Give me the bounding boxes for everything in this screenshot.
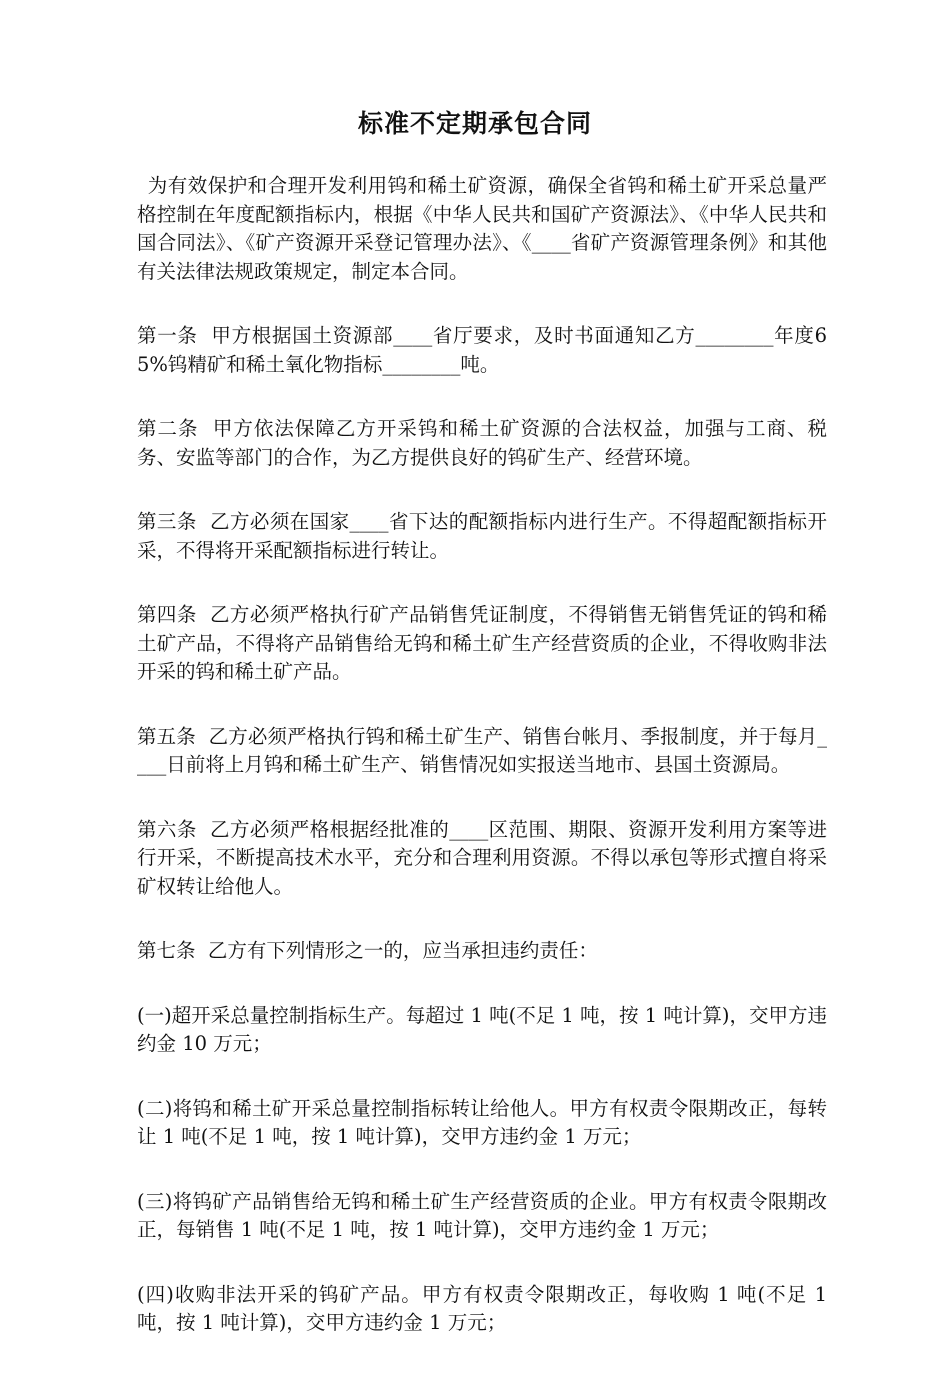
article-4-paragraph: 第四条 乙方必须严格执行矿产品销售凭证制度，不得销售无销售凭证的钨和稀土矿产品，不得将产品销售给无钨和稀土矿生产经营资质的企业，不得收购非法开采的钨和稀土矿产品。 [137,603,827,683]
clause-2-paragraph: (二)将钨和稀土矿开采总量控制指标转让给他人。甲方有权责令限期改正，每转让 1 吨(不足 1 吨，按 1 吨计算)，交甲方违约金 1 万元； [137,1096,827,1148]
article-2-paragraph: 第二条 甲方依法保障乙方开采钨和稀土矿资源的合法权益，加强与工商、税务、安监等部门的合作，为乙方提供良好的钨矿生产、经营环境。 [137,417,827,469]
clause-1-paragraph: (一)超开采总量控制指标生产。每超过 1 吨(不足 1 吨，按 1 吨计算)，交甲方违约金 10 万元； [137,1003,827,1055]
preamble-paragraph: 为有效保护和合理开发利用钨和稀土矿资源，确保全省钨和稀土矿开采总量严格控制在年度配额指标内，根据《中华人民共和国矿产资源法》、《中华人民共和国合同法》、《矿产资源开采登记管理办法》、《____省矿产资源管理条例》和其他有关法律法规政策规定，制定本合同。 [137,174,827,283]
document-title: 标准不定期承包合同 [357,109,592,138]
article-3-paragraph: 第三条 乙方必须在国家____省下达的配额指标内进行生产。不得超配额指标开采，不得将开采配额指标进行转让。 [137,510,827,562]
article-5-paragraph: 第五条 乙方必须严格执行钨和稀土矿生产、销售台帐月、季报制度，并于每月____日前将上月钨和稀土矿生产、销售情况如实报送当地市、县国土资源局。 [137,724,827,776]
document-body [137,172,834,1374]
article-7-paragraph: 第七条 乙方有下列情形之一的，应当承担违约责任： [137,939,598,962]
clause-4-paragraph: (四)收购非法开采的钨矿产品。甲方有权责令限期改正，每收购 1 吨(不足 1 吨，按 1 吨计算)，交甲方违约金 1 万元； [137,1282,834,1334]
article-6-paragraph: 第六条 乙方必须严格根据经批准的____区范围、期限、资源开发利用方案等进行开采，不断提高技术水平，充分和合理利用资源。不得以承包等形式擅自将采矿权转让给他人。 [137,817,827,898]
article-1-paragraph: 第一条 甲方根据国土资源部____省厅要求，及时书面通知乙方________年度65%钨精矿和稀土氧化物指标________吨。 [137,324,827,376]
clause-3-paragraph: (三)将钨矿产品销售给无钨和稀土矿生产经营资质的企业。甲方有权责令限期改正，每销售 1 吨(不足 1 吨，按 1 吨计算)，交甲方违约金 1 万元； [137,1189,827,1241]
